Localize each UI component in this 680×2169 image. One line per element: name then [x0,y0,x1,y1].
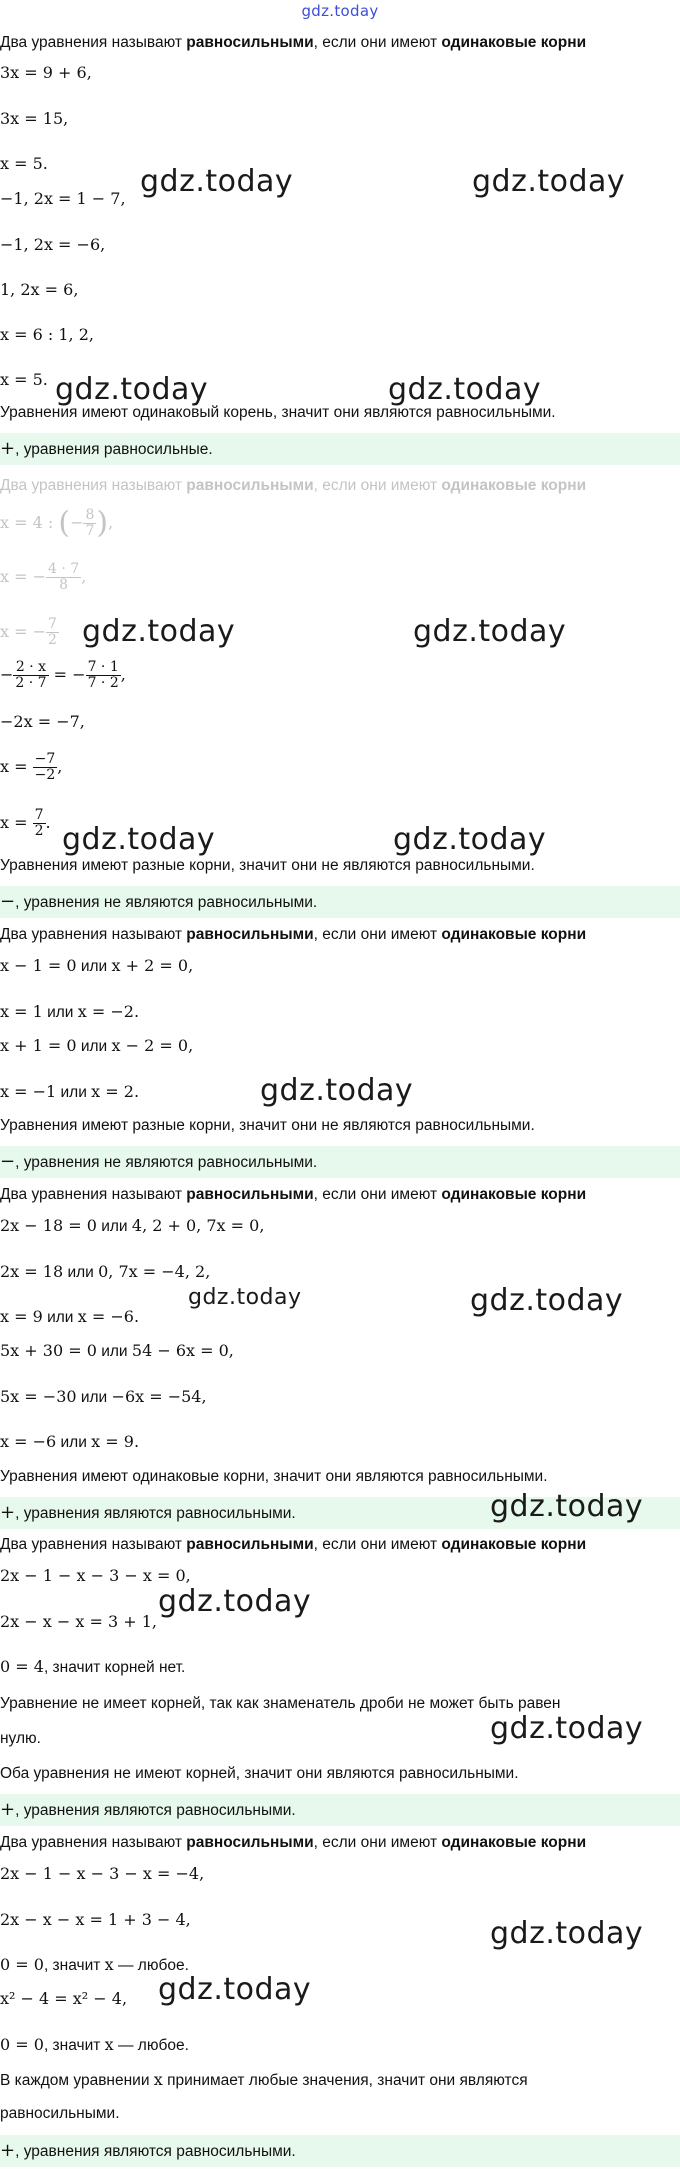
math-line: −2x = −7, [0,712,85,731]
math-line: −1, 2x = 1 − 7, [0,189,126,208]
math-line: 2x − x − x = 1 + 3 − 4, [0,1910,191,1929]
watermark: gdz.today [82,614,236,649]
explanation-text: нулю. [0,1730,41,1747]
math-line: x = 4 : (− $\frac{8}{7}$ ), [0,505,114,541]
math-line: 0 = 0, значит x — любое. [0,2035,189,2054]
watermark: gdz.today [260,1073,414,1108]
math-line: − $\frac{2 \cdot x}{2 \cdot 7}$ = − $\frac{7 \cdot 1}{7 \cdot 2}$ , [0,659,126,691]
answer-band: +, уравнения равносильные. [0,433,680,465]
definition-text: Два уравнения называют равносильными, если они имеют одинаковые корни [0,477,587,494]
answer-band: +, уравнения являются равносильными. [0,2135,680,2167]
watermark: gdz.today [490,1489,644,1524]
explanation-text: равносильными. [0,2105,120,2122]
math-line: −1, 2x = −6, [0,235,106,254]
math-line: 1, 2x = 6, [0,280,79,299]
conclusion-text: Уравнения имеют разные корни, значит они не являются равносильными. [0,857,535,874]
answer-band: +, уравнения являются равносильными. [0,1497,680,1529]
answer-band: −, уравнения не являются равносильными. [0,886,680,918]
math-line: x − 1 = 0 или x + 2 = 0, [0,956,194,975]
watermark: gdz.today [472,164,626,199]
definition-text: Два уравнения называют равносильными, если они имеют одинаковые корни [0,926,587,943]
math-line: 5x = −30 или −6x = −54, [0,1387,207,1406]
watermark: gdz.today [62,822,216,857]
answer-band: −, уравнения не являются равносильными. [0,1146,680,1178]
definition-text: Два уравнения называют равносильными, если они имеют одинаковые корни [0,34,587,51]
math-line: 2x − x − x = 3 + 1, [0,1612,158,1631]
math-line: 3x = 9 + 6, [0,63,92,82]
math-line: x = $\frac{-7}{-2}$ , [0,751,63,783]
definition-text: Два уравнения называют равносильными, если они имеют одинаковые корни [0,1834,587,1851]
watermark: gdz.today [490,1916,644,1951]
math-line: x = −6 или x = 9. [0,1432,140,1451]
conclusion-text: Оба уравнения не имеют корней, значит они являются равносильными. [0,1765,519,1782]
watermark: gdz.today [470,1283,624,1318]
math-line: x = −1 или x = 2. [0,1082,140,1101]
watermark: gdz.today [490,1711,644,1746]
definition-text: Два уравнения называют равносильными, если они имеют одинаковые корни [0,1186,587,1203]
math-line: 0 = 0, значит x — любое. [0,1955,189,1974]
watermark: gdz.today [388,372,542,407]
watermark: gdz.today [393,822,547,857]
conclusion-text: Уравнения имеют одинаковые корни, значит они являются равносильными. [0,1468,548,1485]
watermark: gdz.today [158,1972,312,2007]
watermark: gdz.today [140,164,294,199]
math-line: x + 1 = 0 или x − 2 = 0, [0,1036,194,1055]
site-header[interactable]: gdz.today [301,2,379,20]
math-line: x = 6 : 1, 2, [0,325,94,344]
conclusion-text: Уравнения имеют разные корни, значит они не являются равносильными. [0,1117,535,1134]
math-line: 5x + 30 = 0 или 54 − 6x = 0, [0,1341,234,1360]
explanation-text: Уравнение не имеет корней, так как знаменатель дроби не может быть равен [0,1695,561,1712]
watermark: gdz.today [413,614,567,649]
math-line: x = − $\frac{7}{2}$ [0,616,57,648]
watermark: gdz.today [55,372,209,407]
math-line: 0 = 4, значит корней нет. [0,1657,186,1676]
watermark: gdz.today [158,1584,312,1619]
math-line: x = $\frac{7}{2}$ . [0,807,51,839]
math-line: 2x = 18 или 0, 7x = −4, 2, [0,1262,211,1281]
answer-band: +, уравнения являются равносильными. [0,1794,680,1826]
conclusion-text: Уравнения имеют одинаковый корень, значит они являются равносильными. [0,404,556,421]
math-line: 3x = 15, [0,109,69,128]
math-line: x = 9 или x = −6. [0,1307,140,1326]
math-line: 2x − 1 − x − 3 − x = 0, [0,1566,191,1585]
watermark: gdz.today [188,1285,302,1310]
math-line: x = 5. [0,154,48,173]
math-line: x = 1 или x = −2. [0,1002,140,1021]
math-line: 2x − 1 − x − 3 − x = −4, [0,1864,205,1883]
math-line: x = 5. [0,370,48,389]
definition-text: Два уравнения называют равносильными, если они имеют одинаковые корни [0,1536,587,1553]
math-line: 2x − 18 = 0 или 4, 2 + 0, 7x = 0, [0,1216,265,1235]
explanation-text: В каждом уравнении x принимает любые значения, значит они являются [0,2070,528,2089]
math-line: x = − $\frac{4 \cdot 7}{8}$ , [0,561,87,593]
math-line: x² − 4 = x² − 4, [0,1989,128,2008]
